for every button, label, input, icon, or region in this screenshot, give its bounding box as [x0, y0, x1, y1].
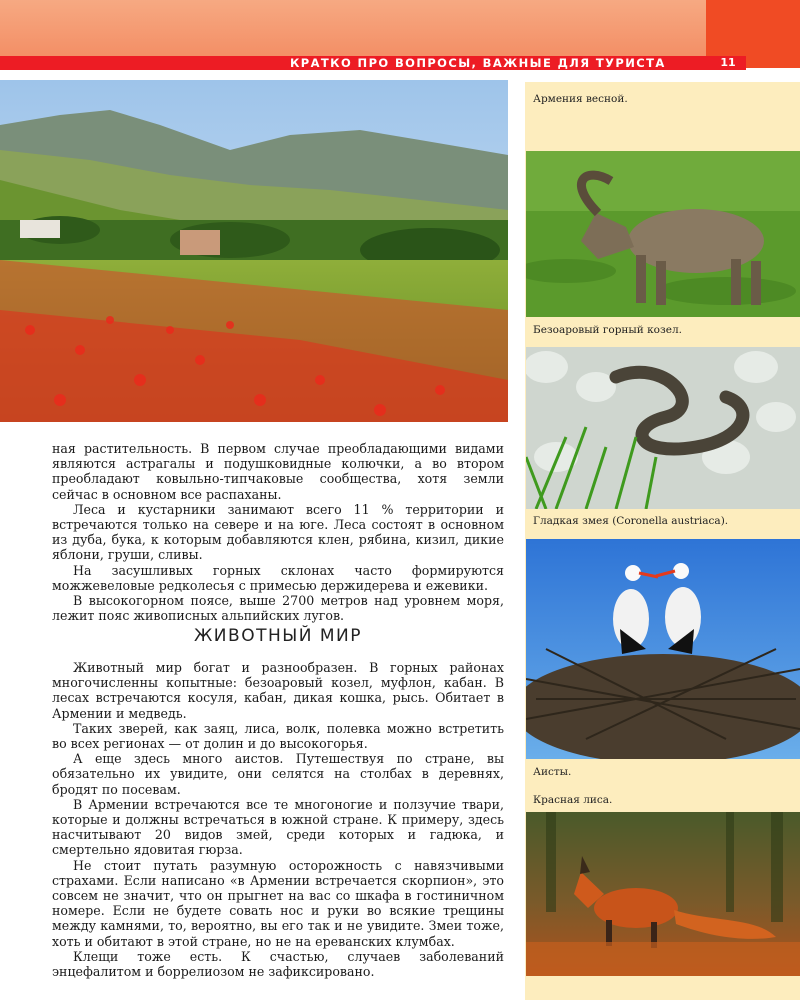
caption-spring: Армения весной.: [533, 93, 628, 105]
fox-photo: [526, 812, 800, 976]
page-number: 11: [720, 56, 736, 69]
caption-storks: Аисты.: [533, 766, 572, 778]
header-band: [0, 0, 800, 56]
running-title: КРАТКО ПРО ВОПРОСЫ, ВАЖНЫЕ ДЛЯ ТУРИСТА: [290, 56, 666, 70]
paragraph: ная растительность. В первом случае преобладающими видами являются астрагалы и подушковидные колючки, а во втором преобладают ковыльно-типчаковые сообщества, хотя земли сейчас в основном все распаханы.: [52, 441, 504, 502]
paragraph: Клещи тоже есть. К счастью, случаев заболеваний энцефалитом и боррелиозом не зафиксировано.: [52, 948, 504, 980]
paragraph: На засушливых горных склонах часто формируются можжевеловые редколесья с примесью держидерева и ежевики.: [52, 562, 504, 593]
landscape-photo: [0, 80, 508, 422]
paragraph: В Армении встречаются все те многоногие и ползучие твари, которые и должны встречаться в южной стране. К примеру, здесь насчитывают 20 видов змей, среди которых и гадюка, и смертельно ядовитая гюрза.: [52, 796, 504, 858]
paragraph: В высокогорном поясе, выше 2700 метров над уровнем моря, лежит пояс живописных альпийских лугов.: [52, 593, 504, 624]
storks-photo: [526, 539, 800, 759]
paragraph: Не стоит путать разумную осторожность с навязчивыми страхами. Если написано «в Армении встречается скорпион», это совсем не значит, что он прыгнет на вас со шкафа в гостиничном номере. Если не будете совать нос и руки во всякие трещины между камнями, то, вероятно, вы его так и не увидите. Змеи тоже, хоть и обитают в этой стране, но не на ереванских клумбах.: [52, 857, 504, 949]
paragraph: Таких зверей, как заяц, лиса, волк, полевка можно встретить во всех регионах — от долин и до высокогорья.: [52, 720, 504, 752]
body-text-top: [52, 441, 504, 623]
body-text-bottom: [52, 660, 504, 979]
caption-snake: Гладкая змея (Coronella austriaca).: [533, 515, 729, 527]
caption-fox: Красная лиса.: [533, 794, 613, 806]
paragraph: А еще здесь много аистов. Путешествуя по стране, вы обязательно их увидите, они селятся на столбах в деревнях, бродят по посевам.: [52, 751, 504, 797]
snake-photo: [526, 347, 800, 509]
caption-goat: Безоаровый горный козел.: [533, 324, 682, 336]
paragraph: Леса и кустарники занимают всего 11 % территории и встречаются только на севере и на юге. Леса состоят в основном из дуба, бука, к которым добавляются клен, рябина, кизил, дикие яблони, груши, сливы.: [52, 501, 504, 563]
paragraph: Животный мир богат и разнообразен. В горных районах многочисленны копытные: безоаровый козел, муфлон, кабан. В лесах встречаются косуля, кабан, дикая кошка, рысь. Обитает в Армении и медведь.: [52, 660, 504, 721]
section-title: ЖИВОТНЫЙ МИР: [194, 626, 362, 646]
goat-photo: [526, 151, 800, 317]
